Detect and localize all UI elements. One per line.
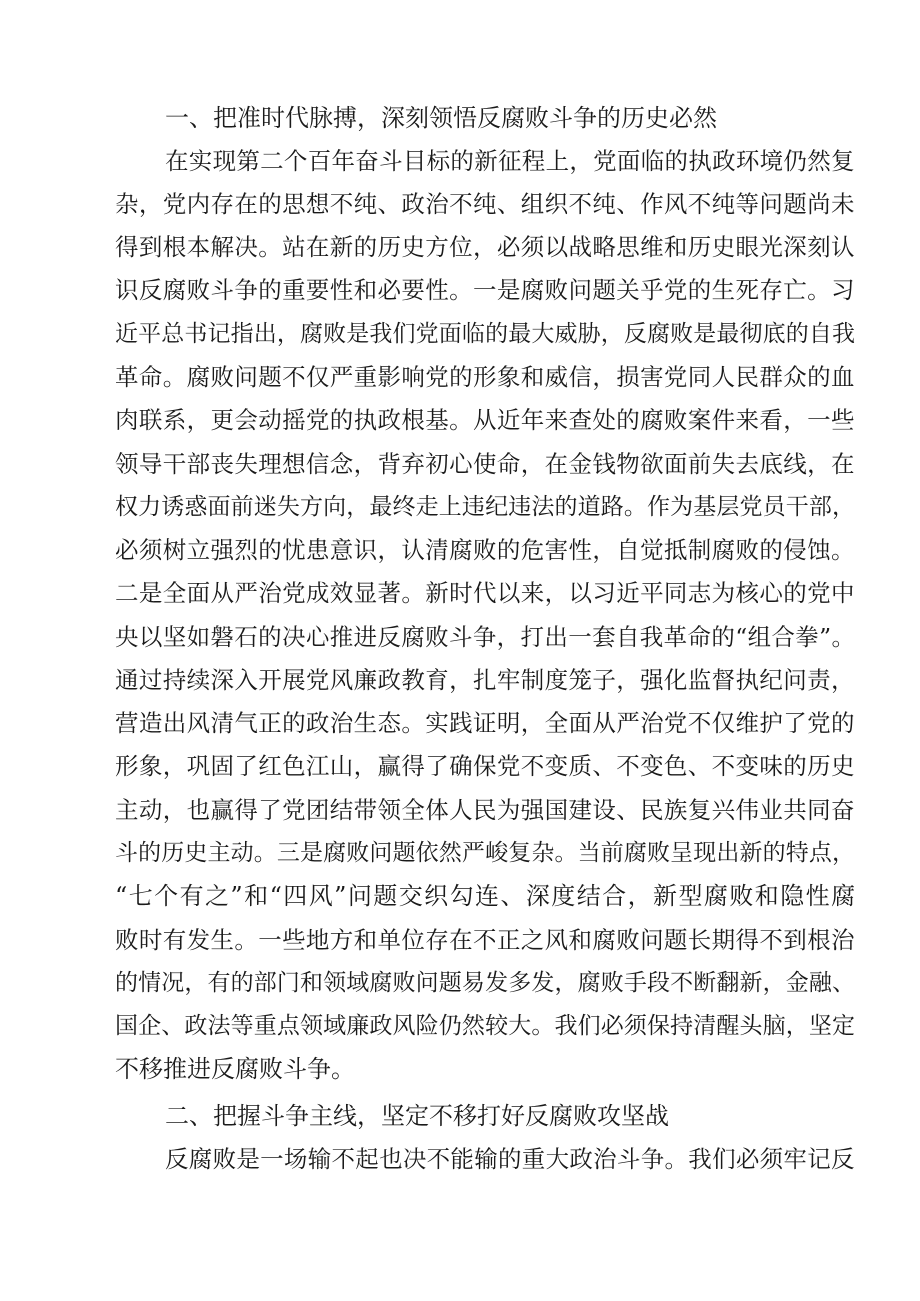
body-line: 得到根本解决。站在新的历史方位，必须以战略思维和历史眼光深刻认 (115, 233, 855, 261)
body-line: 国企、政法等重点领域廉政风险仍然较大。我们必须保持清醒头脑，坚定 (115, 1013, 856, 1039)
body-line: 肉联系，更会动摇党的执政根基。从近年来查处的腐败案件来看，一些 (115, 406, 855, 434)
body-line: 杂，党内存在的思想不纯、政治不纯、组织不纯、作风不纯等问题尚未 (115, 190, 855, 218)
body-line: 营造出风清气正的政治生态。实践证明，全面从严治党不仅维护了党的 (115, 709, 855, 737)
section-1-heading: 一、把准时代脉搏，深刻领悟反腐败斗争的历史必然 (165, 104, 717, 132)
section-2-heading: 二、把握斗争主线，坚定不移打好反腐败攻坚战 (165, 1102, 669, 1130)
body-line: 领导干部丧失理想信念，背弃初心使命，在金钱物欲面前失去底线，在 (115, 450, 855, 478)
body-line: 革命。腐败问题不仅严重影响党的形象和威信，损害党同人民群众的血 (115, 363, 855, 391)
body-line: 二是全面从严治党成效显著。新时代以来，以习近平同志为核心的党中 (115, 579, 855, 607)
body-line: 的情况，有的部门和领域腐败问题易发多发，腐败手段不断翻新，金融、 (115, 970, 856, 996)
body-line: 必须树立强烈的忧患意识，认清腐败的危害性，自觉抵制腐败的侵蚀。 (115, 536, 855, 564)
body-line: 在实现第二个百年奋斗目标的新征程上，党面临的执政环境仍然复 (165, 147, 855, 175)
body-line: 近平总书记指出，腐败是我们党面临的最大威胁，反腐败是最彻底的自我 (115, 321, 856, 347)
body-line: 主动，也赢得了党团结带领全体人民为强国建设、民族复兴伟业共同奋 (115, 796, 855, 824)
body-line: 权力诱惑面前迷失方向，最终走上违纪违法的道路。作为基层党员干部， (115, 494, 856, 520)
body-line: 形象，巩固了红色江山，赢得了确保党不变质、不变色、不变味的历史 (115, 752, 855, 780)
body-line: 斗的历史主动。三是腐败问题依然严峻复杂。当前腐败呈现出新的特点， (115, 840, 856, 866)
body-line: 败时有发生。一些地方和单位存在不正之风和腐败问题长期得不到根治 (115, 926, 855, 954)
body-line: 反腐败是一场输不起也决不能输的重大政治斗争。我们必须牢记反 (165, 1145, 855, 1173)
body-line: 识反腐败斗争的重要性和必要性。一是腐败问题关乎党的生死存亡。习 (115, 276, 855, 304)
body-line: 通过持续深入开展党风廉政教育，扎牢制度笼子，强化监督执纪问责， (115, 666, 855, 694)
body-line: 央以坚如磐石的决心推进反腐败斗争，打出一套自我革命的“组合拳”。 (115, 623, 856, 651)
body-line: 不移推进反腐败斗争。 (115, 1055, 355, 1083)
body-line: “七个有之”和“四风”问题交织勾连、深度结合，新型腐败和隐性腐 (115, 882, 857, 910)
